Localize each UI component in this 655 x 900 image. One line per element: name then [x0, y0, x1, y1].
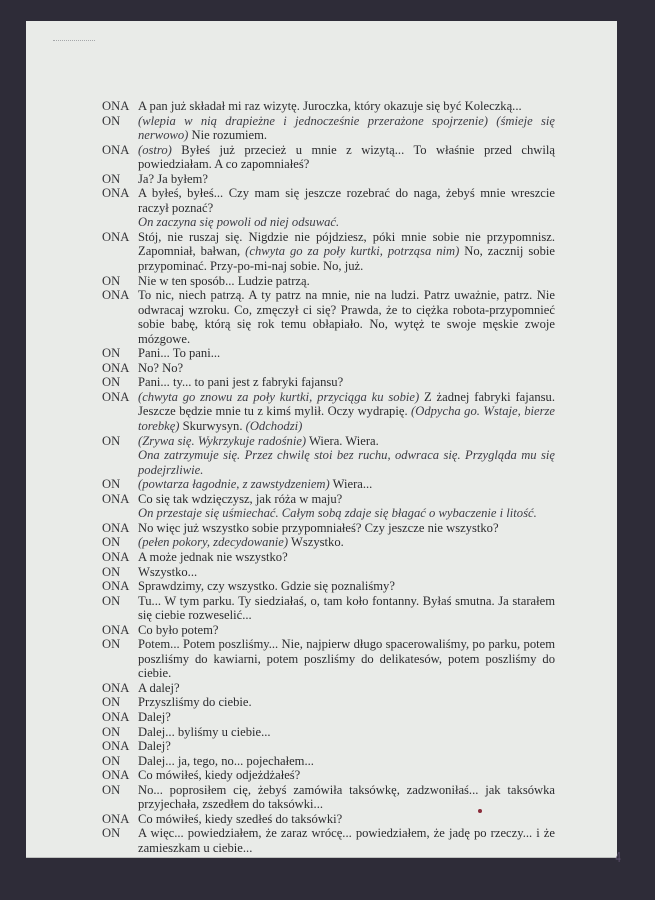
dialogue-line [102, 768, 555, 783]
line-text [138, 186, 555, 215]
dialogue-line [102, 186, 555, 215]
line-text [138, 114, 555, 143]
line-text [138, 623, 555, 638]
speech-text: Sprawdzimy, czy wszystko. Gdzie się poznaliśmy? [138, 579, 395, 594]
dialogue-line [102, 390, 555, 434]
line-text [138, 565, 555, 580]
speaker-label: ONA [102, 389, 130, 404]
line-text [138, 346, 555, 361]
dialogue-line [102, 346, 555, 361]
line-text [138, 637, 555, 681]
line-text [138, 143, 555, 172]
line-text [138, 492, 555, 507]
line-text [138, 506, 555, 521]
dialogue-line [102, 114, 555, 143]
line-text [138, 288, 555, 346]
speech-text: Co mówiłeś, kiedy szedłeś do taksówki? [138, 811, 343, 826]
line-text [138, 434, 555, 449]
page-number: 4 [615, 851, 622, 866]
line-text [138, 99, 555, 114]
line-text [138, 361, 555, 376]
speech-text: No, zacznij sobie przypominać. Przy-po-mi-naj sobie. No, już. [138, 244, 555, 274]
speaker-label: ON [102, 433, 121, 448]
stage-direction: (chwyta go znowu za poły kurtki, przyciąga ku sobie) [138, 389, 420, 404]
speaker-label: ON [102, 113, 121, 128]
speech-text: A byłeś, byłeś... Czy mam się jeszcze rozebrać do naga, żebyś mnie wreszcie raczył poznać? [138, 186, 555, 215]
dialogue-line [102, 230, 555, 274]
speech-text: Ja? Ja byłem? [138, 171, 208, 186]
speaker-label: ON [102, 724, 121, 739]
speech-text: Co mówiłeś, kiedy odjeżdżałeś? [138, 768, 301, 783]
speaker-label: ON [102, 477, 121, 492]
speech-text: Dalej? [138, 709, 171, 724]
speaker-label: ON [102, 782, 121, 797]
speech-text: Dalej... byliśmy u ciebie... [138, 724, 271, 739]
dialogue-line [102, 99, 555, 114]
speaker-label: ONA [102, 229, 130, 244]
line-text [138, 448, 555, 477]
speech-text: Wiera. Wiera. [306, 433, 379, 448]
stage-direction: (powtarza łagodnie, z zawstydzeniem) [138, 477, 330, 492]
document-page [26, 21, 622, 866]
speech-text: Wszystko. [288, 535, 344, 550]
dialogue-line [102, 710, 555, 725]
speech-text: A może jednak nie wszystko? [138, 549, 288, 564]
dialogue-line [102, 725, 555, 740]
speaker-label: ON [102, 564, 121, 579]
speech-text: Nie w ten sposób... Ludzie patrzą. [138, 273, 310, 288]
speaker-label: ONA [102, 622, 130, 637]
speech-text: Pani... ty... to pani jest z fabryki fajansu? [138, 375, 344, 390]
line-text [138, 230, 555, 274]
dialogue-line [102, 579, 555, 594]
speaker-label: ON [102, 273, 121, 288]
speaker-label: ONA [102, 739, 130, 754]
ink-dot [478, 809, 482, 813]
line-text [138, 477, 555, 492]
dialogue-line [102, 637, 555, 681]
dialogue-line [102, 754, 555, 769]
speaker-label: ONA [102, 99, 130, 113]
speaker-label: ON [102, 637, 121, 652]
speech-text: Pani... To pani... [138, 346, 221, 361]
speaker-label: ONA [102, 811, 130, 826]
speech-text: Nie rozumiem. [188, 128, 268, 143]
stage-direction: (wlepia w nią drapieżne i jednocześnie przerażone spojrzenie) (śmieje się nerwowo) [138, 113, 555, 143]
speech-text: Co było potem? [138, 622, 219, 637]
speaker-label: ON [102, 826, 121, 841]
dialogue-line [102, 826, 555, 855]
line-text [138, 710, 555, 725]
stage-direction-line [102, 215, 555, 230]
stage-direction: (Odpycha go. Wstaje, bierze torebkę) [138, 404, 555, 434]
line-text [138, 521, 555, 536]
speaker-label: ON [102, 171, 121, 186]
line-text [138, 783, 555, 812]
dialogue-line [102, 492, 555, 507]
line-text [138, 725, 555, 740]
speech-text: A więc... powiedziałem, że zaraz wrócę... powiedziałem, że jadę po rzeczy... i że zamieszkam u ciebie... [138, 826, 555, 855]
dialogue-line [102, 288, 555, 346]
stage-direction: (Zrywa się. Wykrzykuje radośnie) [138, 433, 307, 448]
dialogue-line [102, 783, 555, 812]
line-text [138, 172, 555, 187]
line-text [138, 579, 555, 594]
speech-text: Stój, nie ruszaj się. Nigdzie nie pójdziesz, póki mnie sobie nie przypomnisz. Zapomniał, bałwan, [138, 229, 555, 259]
speaker-label: ON [102, 535, 121, 550]
line-text [138, 739, 555, 754]
speech-text: No więc już wszystko sobie przypomniałeś? Czy jeszcze nie wszystko? [138, 520, 499, 535]
dialogue-line [102, 623, 555, 638]
dialogue-line [102, 274, 555, 289]
speaker-label: ONA [102, 288, 130, 303]
stage-direction: On przestaje się uśmiechać. Całym sobą zdaje się błagać o wybaczenie i litość. [138, 506, 537, 521]
speaker-label: ONA [102, 186, 130, 201]
stage-direction: (chwyta go za poły kurtki, potrząsa nim) [245, 244, 460, 259]
dialogue-line [102, 565, 555, 580]
dialogue-line [102, 739, 555, 754]
speaker-label: ONA [102, 491, 130, 506]
speech-text: Wiera... [329, 477, 373, 492]
stage-direction-line [102, 506, 555, 521]
speech-text: Dalej... ja, tego, no... pojechałem... [138, 753, 314, 768]
speaker-label: ONA [102, 709, 130, 724]
line-text [138, 768, 555, 783]
line-text [138, 390, 555, 434]
speaker-label: ON [102, 593, 121, 608]
dialogue-line [102, 172, 555, 187]
speech-text: Byłeś już przecież u mnie z wizytą... To właśnie przed chwilą powiedziałam. A co zapomniałeś? [138, 142, 555, 172]
stage-direction: (ostro) [138, 142, 172, 157]
speech-text: Co się tak wdzięczysz, jak róża w maju? [138, 491, 343, 506]
speech-text: Dalej? [138, 739, 171, 754]
line-text [138, 754, 555, 769]
dialogue-line [102, 594, 555, 623]
line-text [138, 375, 555, 390]
dialogue-line [102, 477, 555, 492]
line-text [138, 274, 555, 289]
line-text [138, 215, 555, 230]
line-text [138, 812, 555, 827]
dialogue-line [102, 812, 555, 827]
dialogue-line [102, 521, 555, 536]
speaker-label: ONA [102, 680, 130, 695]
speech-text: Skurwysyn. [179, 419, 246, 434]
dialogue-line [102, 361, 555, 376]
dialogue-line [102, 375, 555, 390]
line-text [138, 826, 555, 855]
line-text [138, 681, 555, 696]
speaker-label: ONA [102, 360, 130, 375]
dialogue-script [102, 99, 555, 855]
speaker-label: ONA [102, 142, 130, 157]
speaker-label: ON [102, 346, 121, 361]
dialogue-line [102, 550, 555, 565]
speaker-label: ONA [102, 579, 130, 594]
stage-direction: Ona zatrzymuje się. Przez chwilę stoi bez ruchu, odwraca się. Przygląda mu się podejrzliwie. [138, 448, 555, 477]
stage-direction: (pełen pokory, zdecydowanie) [138, 535, 289, 550]
line-text [138, 594, 555, 623]
speech-text: Tu... W tym parku. Ty siedziałaś, o, tam koło fontanny. Byłaś smutna. Ja starałem się ciebie rozweselić... [138, 593, 555, 623]
speech-text: Wszystko... [138, 564, 198, 579]
speech-text: A pan już składał mi raz wizytę. Juroczka, który okazuje się być Koleczką... [138, 99, 522, 113]
dialogue-line [102, 434, 555, 449]
stage-direction: On zaczyna się powoli od niej odsuwać. [138, 215, 340, 230]
stage-direction-line [102, 448, 555, 477]
speech-text: No... poprosiłem cię, żebyś zamówiła taksówkę, zadzwoniłaś... jak taksówka przyjechała, zszedłem do taksówki... [138, 782, 555, 812]
line-text [138, 695, 555, 710]
stage-direction: (Odchodzi) [245, 419, 303, 434]
speaker-label: ONA [102, 768, 130, 783]
speech-text: No? No? [138, 360, 184, 375]
speech-text: Przyszliśmy do ciebie. [138, 695, 252, 710]
line-text [138, 550, 555, 565]
dialogue-line [102, 681, 555, 696]
speech-text: Z żadnej fabryki fajansu. Jeszcze będzie mnie tu z kimś mylił. Oczy wydrapię. [138, 389, 555, 419]
speaker-label: ON [102, 375, 121, 390]
header-mark [53, 40, 95, 43]
speaker-label: ON [102, 695, 121, 710]
dialogue-line [102, 535, 555, 550]
speech-text: To nic, niech patrzą. A ty patrz na mnie, nie na ludzi. Patrz uważnie, patrz. Nie odwracaj wzroku. Co, zmęczył ci się? Prawda, że to ciężka robota-przypomnieć sobie babę, którą się rok temu obłapiało. No, wytęż te swoje męskie zwoje mózgowe. [138, 288, 555, 346]
speaker-label: ON [102, 753, 121, 768]
speech-text: Potem... Potem poszliśmy... Nie, najpierw długo spacerowaliśmy, po parku, potem poszliśmy do kawiarni, potem poszliśmy do delikatesów, potem poszliśmy do ciebie. [138, 637, 555, 681]
dialogue-line [102, 143, 555, 172]
speech-text: A dalej? [138, 680, 180, 695]
dialogue-line [102, 695, 555, 710]
line-text [138, 535, 555, 550]
speaker-label: ONA [102, 520, 130, 535]
speaker-label: ONA [102, 549, 130, 564]
